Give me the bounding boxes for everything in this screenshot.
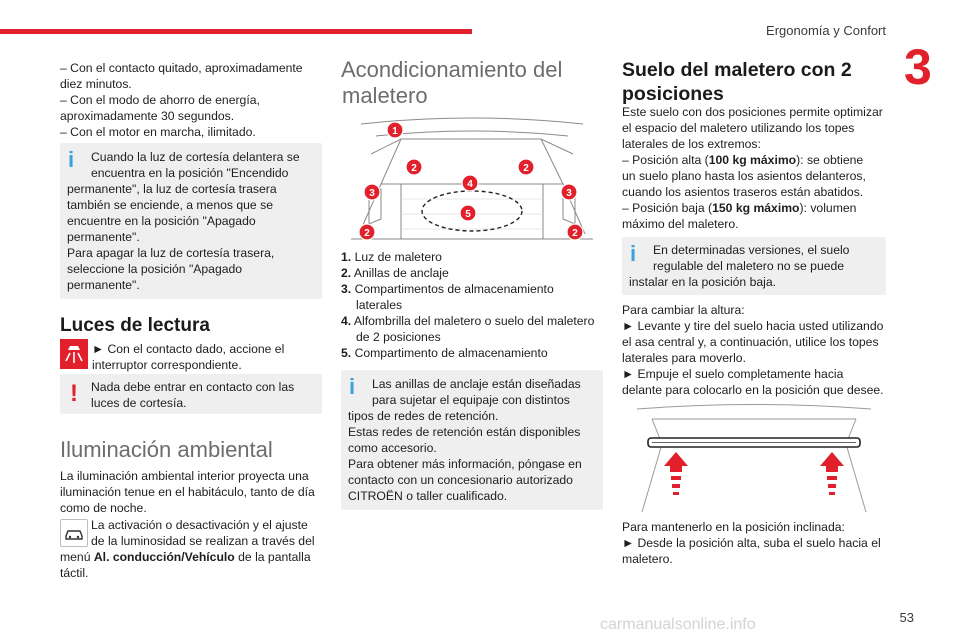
heading-ambient-lighting: Iluminación ambiental [60, 437, 273, 462]
note-line: CITROËN o taller cualificado. [348, 489, 508, 503]
note-line: En determinadas versiones, el suelo [653, 243, 850, 257]
text-line: maletero. [622, 552, 673, 566]
note-line: permanente". [67, 230, 140, 244]
text-line: – Con el contacto quitado, aproximadamente [60, 61, 303, 75]
car-settings-icon [60, 519, 88, 547]
callout-1: 1 [392, 126, 398, 137]
text-line: de la luminosidad se realizan a través del [91, 534, 315, 548]
text-line: – Posición alta (100 kg máximo): se obtiene [622, 153, 864, 167]
legend-item: 3. Compartimentos de almacenamiento [341, 282, 554, 296]
callout-2: 2 [523, 163, 529, 174]
legend-item: 2. Anillas de anclaje [341, 266, 449, 280]
text-line: Para mantenerlo en la posición inclinada: [622, 520, 845, 534]
text-line: – Posición baja (150 kg máximo): volumen [622, 201, 857, 215]
text-line: La iluminación ambiental interior proyecta una [60, 469, 309, 483]
note-line: también se enciende, a menos que se [67, 198, 273, 212]
text-span: menú [60, 550, 94, 564]
text-line: ► Desde la posición alta, suba el suelo hacia el [622, 536, 881, 550]
callout-2: 2 [411, 163, 417, 174]
text-line: Para cambiar la altura: [622, 303, 745, 317]
warning-note-courtesy [60, 374, 322, 414]
text-line: como de noche. [60, 501, 147, 515]
legend-item: 4. Alfombrilla del maletero o suelo del maletero [341, 314, 595, 328]
text-line: – Con el motor en marcha, ilimitado. [60, 125, 256, 139]
floor-lift-diagram [622, 404, 886, 516]
chapter-number: 3 [904, 39, 932, 95]
note-line: como accesorio. [348, 441, 437, 455]
note-line: encuentra en la posición "Encendido [91, 166, 289, 180]
note-line: permanente", la luz de cortesía trasera [67, 182, 277, 196]
note-line: regulable del maletero no se puede [653, 259, 845, 273]
heading-reading-lights: Luces de lectura [60, 315, 210, 336]
text-line: Este suelo con dos posiciones permite optimizar [622, 105, 883, 119]
text-line: un suelo plano hasta los asientos delanteros, [622, 169, 866, 183]
note-line: encuentre en la posición "Apagado [67, 214, 256, 228]
callout-2: 2 [572, 228, 578, 239]
page-number: 53 [899, 610, 914, 625]
note-line: Cuando la luz de cortesía delantera se [91, 150, 300, 164]
callout-3: 3 [369, 188, 375, 199]
text-line: laterales para moverlo. [622, 351, 746, 365]
menu-path: Al. conducción/Vehículo [93, 550, 235, 564]
info-icon: i [349, 374, 356, 399]
note-line: Nada debe entrar en contacto con las [91, 380, 295, 394]
info-icon: i [630, 241, 637, 266]
boot-diagram [341, 114, 603, 244]
note-line: permanente". [67, 278, 140, 292]
text-line: iluminación tenue en el habitáculo, tanto de día [60, 485, 315, 499]
text-line: ► Levante y tire del suelo hacia usted utilizando [622, 319, 884, 333]
callout-3: 3 [566, 188, 572, 199]
title-line: maletero [342, 83, 428, 108]
text-line: máximo del maletero. [622, 217, 739, 231]
note-line: Las anillas de anclaje están diseñadas [372, 377, 581, 391]
heading-boot-floor [622, 58, 852, 106]
menu-line [60, 549, 322, 565]
section-title: Ergonomía y Confort [766, 23, 886, 38]
legend-item: 1. Luz de maletero [341, 250, 442, 264]
text-span: de la pantalla [234, 550, 311, 564]
legend-item: 5. Compartimento de almacenamiento [341, 346, 548, 360]
reading-light-icon [60, 339, 88, 369]
note-line: Para apagar la luz de cortesía trasera, [67, 246, 275, 260]
note-line: Para obtener más información, póngase en [348, 457, 582, 471]
text-line: diez minutos. [60, 77, 132, 91]
watermark: carmanualsonline.info [600, 616, 756, 633]
title-line: posiciones [622, 83, 724, 105]
text-line: interruptor correspondiente. [92, 358, 242, 372]
legend-item-cont: de 2 posiciones [356, 330, 441, 344]
note-line: para sujetar el equipaje con distintos [372, 393, 570, 407]
info-note-anchor-rings [341, 370, 603, 510]
text-line: La activación o desactivación y el ajuste [91, 518, 308, 532]
note-line: contacto con un concesionario autorizado [348, 473, 573, 487]
note-line: instalar en la posición baja. [629, 275, 777, 289]
warning-icon: ! [70, 380, 78, 407]
callout-4: 4 [467, 179, 473, 190]
top-accent-bar [0, 29, 472, 34]
info-note-courtesy-light [60, 143, 322, 299]
note-line: tipos de redes de retención. [348, 409, 499, 423]
note-line: Estas redes de retención están disponibles [348, 425, 581, 439]
callout-2: 2 [364, 228, 370, 239]
text-line: laterales de los extremos: [622, 137, 761, 151]
note-line: luces de cortesía. [91, 396, 187, 410]
text-line: ► Con el contacto dado, accione el [92, 342, 285, 356]
info-note-floor-versions [622, 237, 886, 295]
text-line: el asa central y, a continuación, utilice los topes [622, 335, 879, 349]
text-line: táctil. [60, 566, 89, 580]
text-line: ► Empuje el suelo completamente hacia [622, 367, 844, 381]
title-line: Acondicionamiento del [341, 57, 563, 82]
text-line: aproximadamente 30 segundos. [60, 109, 235, 123]
info-icon: i [68, 147, 75, 172]
legend-item-cont: laterales [356, 298, 403, 312]
note-line: seleccione la posición "Apagado [67, 262, 243, 276]
text-line: delante para colocarlo en la posición que desee. [622, 383, 884, 397]
text-line: – Con el modo de ahorro de energía, [60, 93, 260, 107]
text-line: cuando los asientos traseros están abatidos. [622, 185, 864, 199]
contact-conditions [60, 60, 322, 140]
callout-5: 5 [465, 209, 471, 220]
boot-legend [341, 249, 603, 361]
heading-boot-fittings [341, 57, 562, 109]
text-line: el espacio del maletero utilizando los topes [622, 121, 855, 135]
title-line: Suelo del maletero con 2 [622, 59, 852, 81]
